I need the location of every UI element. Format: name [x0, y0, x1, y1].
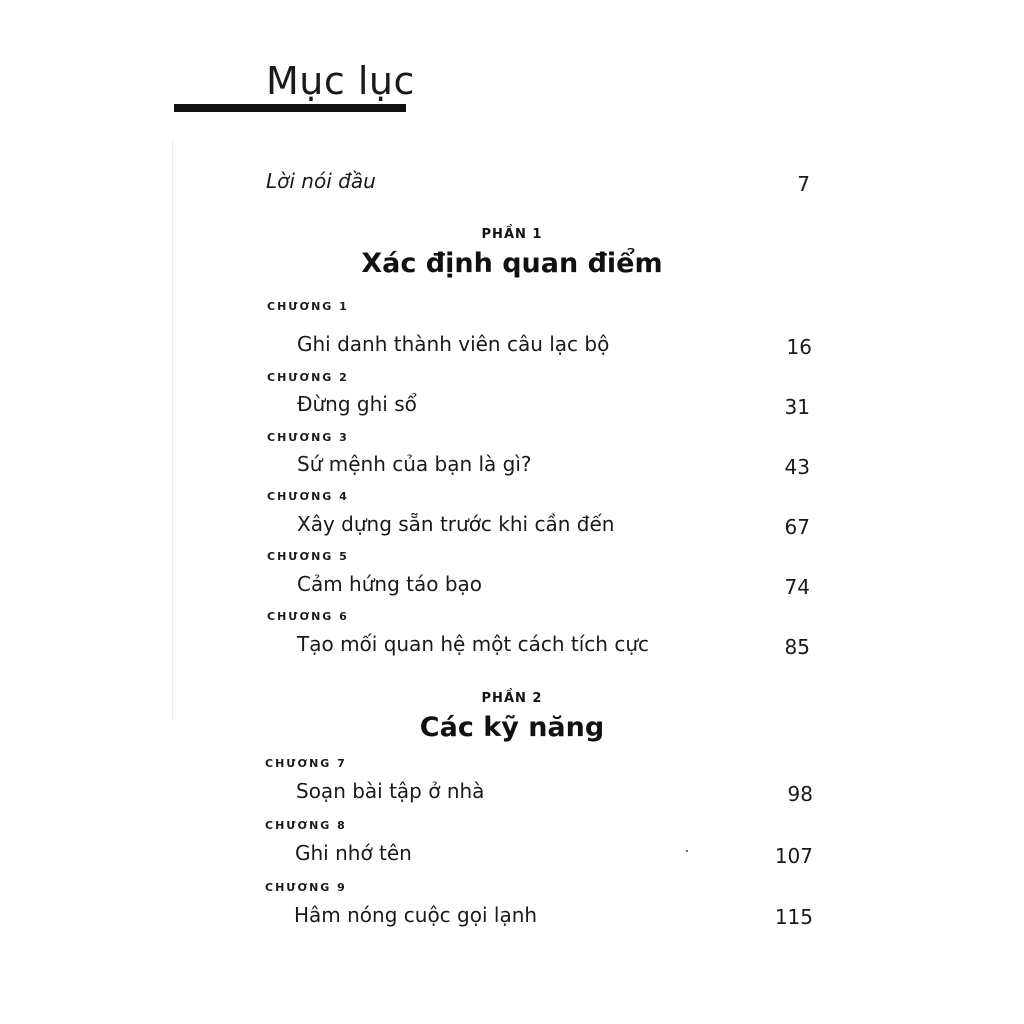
chapter-9-title: Hâm nóng cuộc gọi lạnh — [294, 903, 538, 927]
preface-label: Lời nói đầu — [266, 169, 376, 193]
part-1-label: PHẦN 1 — [481, 227, 543, 242]
ink-speck — [686, 850, 688, 852]
chapter-2-page: 31 — [784, 395, 810, 419]
page-title: Mục lục — [266, 59, 415, 103]
page-edge — [172, 140, 173, 720]
chapter-6-page: 85 — [784, 635, 810, 659]
chapter-8-page: 107 — [774, 844, 813, 868]
part-2-title: Các kỹ năng — [419, 712, 605, 743]
chapter-1-page: 16 — [786, 335, 812, 359]
part-2-label: PHẦN 2 — [481, 691, 543, 706]
chapter-8-title: Ghi nhớ tên — [295, 841, 412, 865]
chapter-9-page: 115 — [774, 905, 813, 929]
chapter-7-label: CHƯƠNG 7 — [265, 757, 347, 770]
chapter-6-title: Tạo mối quan hệ một cách tích cực — [297, 632, 649, 656]
chapter-5-title: Cảm hứng táo bạo — [297, 572, 483, 596]
chapter-5-label: CHƯƠNG 5 — [267, 550, 349, 563]
preface-page: 7 — [797, 172, 810, 196]
chapter-7-page: 98 — [787, 782, 813, 806]
chapter-8-label: CHƯƠNG 8 — [265, 819, 347, 832]
chapter-9-label: CHƯƠNG 9 — [265, 881, 347, 894]
chapter-7-title: Soạn bài tập ở nhà — [296, 779, 485, 803]
chapter-6-label: CHƯƠNG 6 — [267, 610, 349, 623]
chapter-2-label: CHƯƠNG 2 — [267, 371, 349, 384]
chapter-5-page: 74 — [784, 575, 810, 599]
chapter-4-page: 67 — [784, 515, 810, 539]
chapter-3-page: 43 — [784, 455, 810, 479]
chapter-1-label: CHƯƠNG 1 — [267, 300, 349, 313]
part-1-title: Xác định quan điểm — [361, 248, 663, 279]
chapter-4-title: Xây dựng sẵn trước khi cần đến — [297, 512, 615, 536]
chapter-1-title: Ghi danh thành viên câu lạc bộ — [297, 332, 610, 356]
chapter-3-label: CHƯƠNG 3 — [267, 431, 349, 444]
chapter-4-label: CHƯƠNG 4 — [267, 490, 349, 503]
title-underline — [174, 104, 406, 112]
chapter-3-title: Sứ mệnh của bạn là gì? — [297, 452, 532, 476]
chapter-2-title: Đừng ghi sổ — [297, 392, 417, 416]
